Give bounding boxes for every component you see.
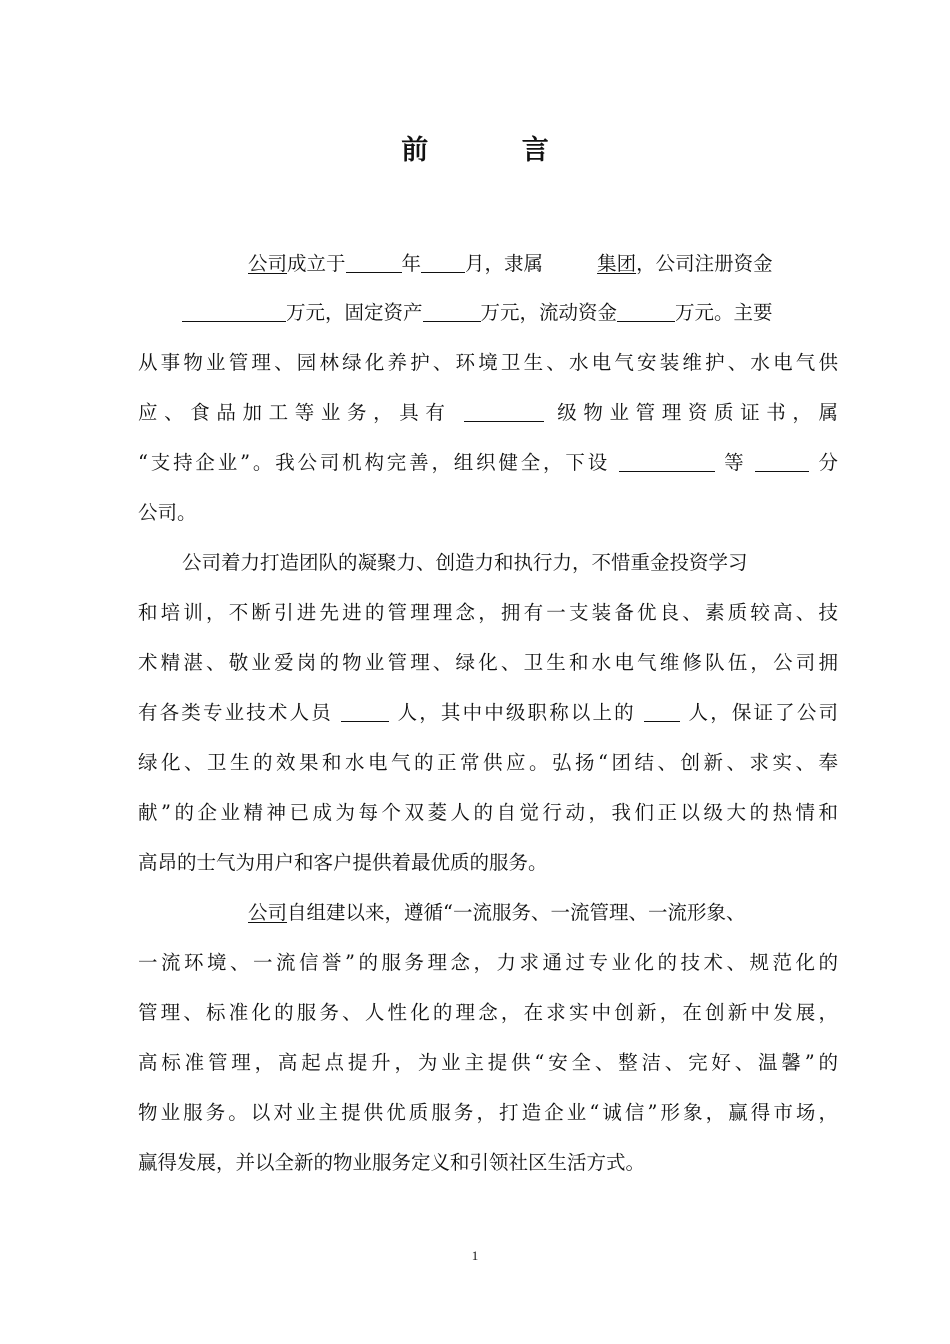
- fixed-assets-blank: [423, 299, 481, 322]
- qualification-level-blank: [464, 399, 544, 422]
- paragraph-1-line-2: 万元，固定资产 万元，流动资金 万元。主要: [138, 296, 838, 330]
- paragraph-1-line-6: 公司。: [138, 501, 197, 524]
- paragraph-1-line-4: 应、食品加工等业务，具有 级物业管理资质证书，属: [138, 401, 838, 424]
- branch-list-blank: [619, 449, 715, 472]
- paragraph-3-line-4: 高标准管理，高起点提升，为业主提供“安全、整洁、完好、温馨”的: [138, 1051, 838, 1074]
- paragraph-3-line-3: 管理、标准化的服务、人性化的理念，在求实中创新，在创新中发展，: [138, 1001, 838, 1024]
- paragraph-2-line-4: 有各类专业技术人员 人，其中中级职称以上的 人，保证了公司: [138, 701, 838, 724]
- paragraph-3-line-5: 物业服务。以对业主提供优质服务，打造企业“诚信”形象，赢得市场，: [138, 1101, 838, 1124]
- month-blank: [421, 250, 465, 273]
- registered-capital-blank: [182, 299, 286, 322]
- paragraph-1-line-1: 公司成立于 年 月，隶属 集团，公司注册资金: [138, 247, 838, 281]
- paragraph-2-line-7: 高昂的士气为用户和客户提供着最优质的服务。: [138, 851, 548, 874]
- paragraph-2-line-3: 术精湛、敬业爱岗的物业管理、绿化、卫生和水电气维修队伍，公司拥: [138, 651, 838, 674]
- company-name-field: 公司: [248, 252, 288, 275]
- senior-title-count-blank: [644, 699, 680, 722]
- paragraph-3-line-1: 公司自组建以来，遵循“一流服务、一流管理、一流形象、: [138, 896, 838, 930]
- paragraph-2-line-5: 绿化、卫生的效果和水电气的正常供应。弘扬“团结、创新、求实、奉: [138, 751, 838, 774]
- company-name-field-2: 公司: [248, 901, 288, 924]
- branch-count-blank: [755, 449, 809, 472]
- year-blank: [346, 250, 402, 273]
- group-name-field: 集团: [597, 252, 637, 275]
- paragraph-2-line-6: 献”的企业精神已成为每个双菱人的自觉行动，我们正以级大的热情和: [138, 801, 838, 824]
- paragraph-2-line-1: 公司着力打造团队的凝聚力、创造力和执行力，不惜重金投资学习: [182, 551, 748, 574]
- working-capital-blank: [617, 299, 675, 322]
- page-title: 前 言: [401, 135, 591, 166]
- paragraph-1-line-5: “支持企业”。我公司机构完善，组织健全，下设 等 分: [138, 451, 838, 474]
- paragraph-3-line-6: 赢得发展，并以全新的物业服务定义和引领社区生活方式。: [138, 1151, 646, 1174]
- paragraph-3-line-2: 一流环境、一流信誉”的服务理念，力求通过专业化的技术、规范化的: [138, 951, 838, 974]
- paragraph-1-line-3: 从事物业管理、园林绿化养护、环境卫生、水电气安装维护、水电气供: [138, 351, 838, 374]
- paragraph-2-line-2: 和培训，不断引进先进的管理理念，拥有一支装备优良、素质较高、技: [138, 601, 838, 624]
- technician-count-blank: [341, 699, 389, 722]
- page-number: 1: [471, 1248, 479, 1263]
